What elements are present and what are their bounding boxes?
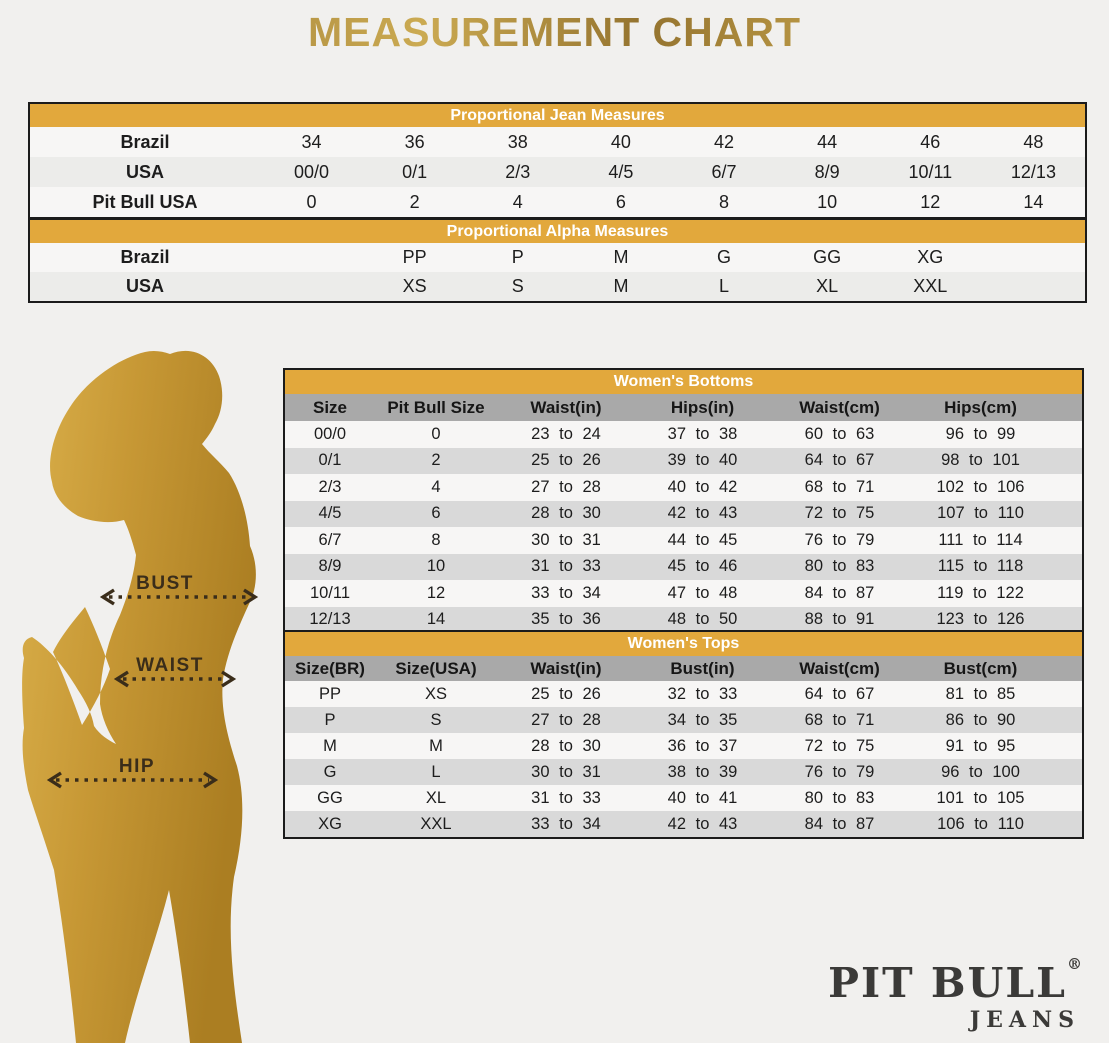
cell-size: 0/1 (318, 451, 342, 470)
jean-measures-section (30, 104, 1085, 217)
cell: XG (917, 247, 944, 267)
column-header: Bust(in) (670, 658, 735, 678)
cell-bust-in: 36 to 37 (667, 736, 738, 755)
cell-pit-bull-size: 6 (431, 504, 441, 523)
cell-size: 10/11 (309, 583, 351, 602)
cell: 4 (512, 191, 523, 212)
table-row (285, 733, 1082, 759)
cell-waist-cm: 72 to 75 (804, 736, 875, 755)
cell: 00/0 (294, 161, 330, 182)
cell: P (511, 247, 524, 267)
cell: 2 (409, 191, 420, 212)
jean-measures-header: Proportional Jean Measures (30, 104, 1085, 127)
row-label: USA (125, 161, 164, 182)
cell-hips-cm: 102 to 106 (936, 477, 1025, 496)
logo-brand-line (828, 955, 1082, 1007)
cell-waist-in: 31 to 33 (531, 557, 601, 576)
table-row (30, 187, 1085, 217)
table-row (285, 811, 1082, 837)
cell-waist-in: 27 to 28 (531, 710, 601, 729)
cell-pit-bull-size: 14 (426, 610, 446, 629)
cell-size-br: XG (318, 814, 342, 833)
logo-brand-text: PIT BULL (828, 959, 1067, 1007)
womens-bottoms-rows (285, 421, 1082, 633)
row-label: USA (125, 276, 164, 296)
cell-size-br: GG (317, 788, 343, 807)
cell-bust-cm: 91 to 95 (945, 736, 1016, 755)
alpha-measures-section (30, 217, 1085, 301)
cell-hips-in: 45 to 46 (667, 557, 738, 576)
cell-size-br: P (324, 710, 336, 729)
cell-bust-cm: 86 to 90 (945, 710, 1016, 729)
cell: 4/5 (608, 161, 634, 182)
cell: 10 (817, 191, 838, 212)
cell: 42 (714, 131, 735, 152)
cell-waist-in: 25 to 26 (531, 684, 601, 703)
alpha-measures-header: Proportional Alpha Measures (30, 220, 1085, 243)
cell: 12 (920, 191, 941, 212)
cell-bust-in: 40 to 41 (667, 788, 738, 807)
cell-bust-in: 42 to 43 (667, 814, 738, 833)
cell: PP (402, 247, 427, 267)
table-row (285, 707, 1082, 733)
column-header: Waist(cm) (799, 658, 880, 678)
cell-waist-cm: 64 to 67 (804, 451, 875, 470)
table-row (285, 554, 1082, 581)
column-header: Bust(cm) (943, 658, 1018, 678)
cell: 12/13 (1010, 161, 1056, 182)
womens-tops-column-headers (285, 656, 1082, 681)
cell: M (613, 276, 629, 296)
cell-size-br: G (323, 762, 337, 781)
column-header: Waist(cm) (799, 397, 880, 417)
cell: 34 (301, 131, 322, 152)
cell: 14 (1023, 191, 1044, 212)
womens-tops-rows (285, 681, 1082, 837)
womens-bottoms-table (283, 368, 1084, 635)
cell: 44 (817, 131, 838, 152)
row-label: Brazil (120, 247, 170, 267)
cell-hips-in: 47 to 48 (667, 583, 738, 602)
cell: XL (816, 276, 839, 296)
cell: 10/11 (908, 161, 953, 182)
womens-tops-header: Women's Tops (285, 632, 1082, 656)
page-title: MEASUREMENT CHART (0, 9, 1109, 56)
table-row (285, 759, 1082, 785)
cell: 48 (1023, 131, 1044, 152)
cell-waist-cm: 80 to 83 (804, 788, 875, 807)
woman-silhouette-svg (20, 340, 300, 1043)
cell-waist-cm: 68 to 71 (804, 477, 875, 496)
table-row (30, 243, 1085, 272)
cell-hips-cm: 96 to 99 (945, 424, 1016, 443)
cell-size: 4/5 (318, 504, 342, 523)
alpha-measures-rows (30, 243, 1085, 301)
cell: S (511, 276, 524, 296)
table-row (285, 681, 1082, 707)
cell-waist-cm: 88 to 91 (804, 610, 875, 629)
column-header: Waist(in) (530, 658, 602, 678)
cell-hips-cm: 111 to 114 (938, 530, 1023, 549)
waist-arrowhead-right (222, 672, 233, 686)
column-header: Size (312, 397, 348, 417)
cell: 36 (404, 131, 425, 152)
cell-hips-cm: 123 to 126 (936, 610, 1025, 629)
cell-size-br: PP (318, 684, 341, 703)
table-row (30, 157, 1085, 187)
cell-hips-in: 37 to 38 (667, 424, 738, 443)
cell: 0/1 (402, 161, 428, 182)
logo-sub-text: JEANS (969, 1007, 1080, 1033)
cell-waist-in: 28 to 30 (531, 504, 601, 523)
jean-measures-rows (30, 127, 1085, 217)
cell-size-usa: S (430, 710, 442, 729)
cell-waist-in: 23 to 24 (531, 424, 601, 443)
cell-waist-cm: 80 to 83 (804, 557, 875, 576)
cell-waist-cm: 60 to 63 (804, 424, 875, 443)
cell: 46 (920, 131, 941, 152)
cell-waist-in: 31 to 33 (531, 788, 601, 807)
womens-bottoms-header: Women's Bottoms (285, 370, 1082, 394)
cell-hips-cm: 98 to 101 (941, 451, 1020, 470)
cell-size: 8/9 (318, 557, 342, 576)
registered-trademark-icon: ® (1067, 955, 1082, 973)
proportional-measures-table (28, 102, 1087, 303)
cell-size: 00/0 (313, 424, 347, 443)
cell-pit-bull-size: 10 (426, 557, 446, 576)
cell: XXL (913, 276, 948, 296)
cell-hips-in: 44 to 45 (667, 530, 738, 549)
cell: 8/9 (814, 161, 840, 182)
cell-size-br: M (323, 736, 337, 755)
cell: L (719, 276, 730, 296)
cell: 6 (615, 191, 626, 212)
cell-waist-in: 27 to 28 (531, 477, 601, 496)
cell: 8 (719, 191, 730, 212)
cell-waist-cm: 76 to 79 (804, 530, 875, 549)
cell-pit-bull-size: 4 (431, 477, 441, 496)
table-row (285, 527, 1082, 554)
cell-hips-cm: 107 to 110 (937, 504, 1024, 523)
cell-hips-in: 48 to 50 (667, 610, 738, 629)
cell-size: 12/13 (309, 610, 351, 629)
table-row (285, 421, 1082, 448)
cell-waist-cm: 84 to 87 (804, 814, 875, 833)
table-row (285, 580, 1082, 607)
cell-size: 2/3 (318, 477, 342, 496)
column-header: Pit Bull Size (387, 397, 485, 417)
womens-tops-table (283, 630, 1084, 839)
table-row (30, 272, 1085, 301)
row-label: Brazil (120, 131, 170, 152)
cell-waist-in: 28 to 30 (531, 736, 601, 755)
table-row (285, 501, 1082, 528)
cell-bust-cm: 101 to 105 (936, 788, 1025, 807)
table-row (30, 127, 1085, 157)
cell-pit-bull-size: 12 (426, 583, 446, 602)
cell-pit-bull-size: 8 (431, 530, 441, 549)
cell-hips-in: 42 to 43 (667, 504, 738, 523)
cell: 6/7 (711, 161, 737, 182)
cell-waist-cm: 72 to 75 (804, 504, 875, 523)
cell-bust-cm: 106 to 110 (937, 814, 1024, 833)
cell: 2/3 (505, 161, 531, 182)
cell-waist-in: 33 to 34 (531, 583, 601, 602)
cell-hips-in: 40 to 42 (667, 477, 738, 496)
cell: XS (402, 276, 427, 296)
cell-bust-in: 32 to 33 (667, 684, 738, 703)
row-label: Pit Bull USA (92, 191, 198, 212)
cell-waist-in: 30 to 31 (531, 530, 601, 549)
cell: 40 (610, 131, 631, 152)
cell: GG (813, 247, 842, 267)
column-header: Size(BR) (295, 658, 365, 678)
waist-label: WAIST (136, 655, 204, 676)
woman-silhouette (22, 351, 256, 1043)
cell-waist-in: 35 to 36 (531, 610, 601, 629)
cell-hips-cm: 119 to 122 (937, 583, 1024, 602)
table-row (285, 448, 1082, 475)
cell: M (613, 247, 629, 267)
column-header: Hips(in) (670, 397, 735, 417)
bust-label: BUST (136, 573, 194, 594)
pit-bull-jeans-logo (828, 957, 1082, 1033)
cell: 0 (306, 191, 317, 212)
cell-size-usa: L (431, 762, 441, 781)
cell-hips-in: 39 to 40 (667, 451, 738, 470)
cell-waist-in: 25 to 26 (531, 451, 601, 470)
cell-size-usa: M (429, 736, 443, 755)
cell-waist-cm: 68 to 71 (804, 710, 875, 729)
cell: G (717, 247, 732, 267)
cell-size-usa: XXL (420, 814, 452, 833)
column-header: Hips(cm) (944, 397, 1017, 417)
cell-waist-cm: 76 to 79 (804, 762, 875, 781)
womens-bottoms-column-headers (285, 394, 1082, 421)
column-header: Waist(in) (530, 397, 602, 417)
cell-waist-cm: 84 to 87 (804, 583, 875, 602)
cell-bust-in: 38 to 39 (667, 762, 738, 781)
cell-bust-cm: 96 to 100 (941, 762, 1020, 781)
cell-bust-cm: 81 to 85 (945, 684, 1016, 703)
cell-pit-bull-size: 2 (431, 451, 441, 470)
cell-bust-in: 34 to 35 (667, 710, 738, 729)
cell-pit-bull-size: 0 (431, 424, 441, 443)
cell-size: 6/7 (318, 530, 342, 549)
cell-waist-cm: 64 to 67 (804, 684, 875, 703)
woman-silhouette-figure (20, 340, 300, 1043)
table-row (285, 474, 1082, 501)
cell-hips-cm: 115 to 118 (937, 557, 1024, 576)
cell-size-usa: XL (425, 788, 447, 807)
column-header: Size(USA) (395, 658, 477, 678)
hip-label: HIP (118, 756, 156, 777)
table-row (285, 785, 1082, 811)
cell: 38 (507, 131, 528, 152)
cell-waist-in: 30 to 31 (531, 762, 601, 781)
cell-size-usa: XS (424, 684, 447, 703)
cell-waist-in: 33 to 34 (531, 814, 601, 833)
